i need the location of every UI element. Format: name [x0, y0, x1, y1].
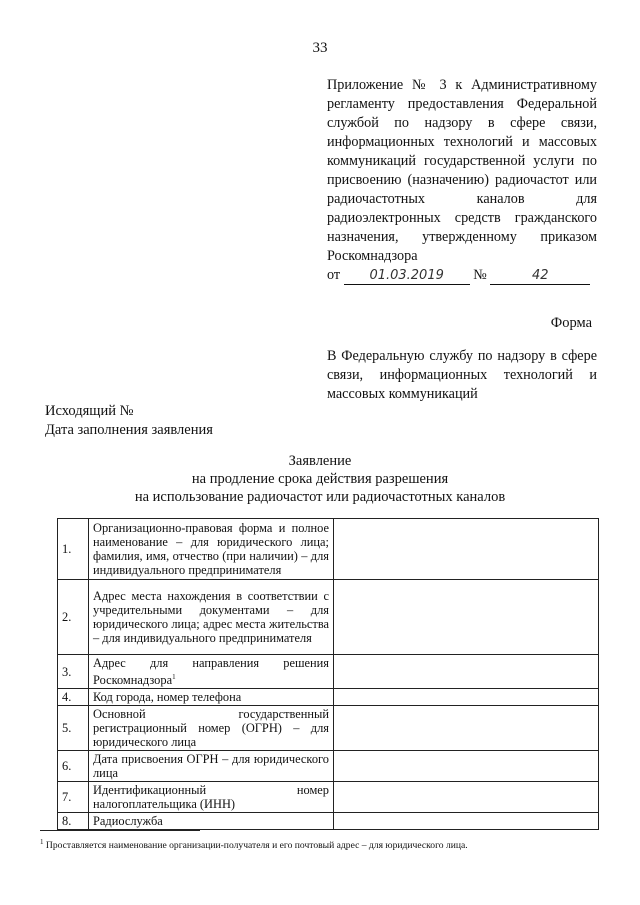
order-date: 01.03.2019 — [344, 268, 470, 285]
footnote-reference: 1 — [172, 673, 176, 681]
footnote — [40, 836, 610, 852]
row-label: Основной государственный регистрационный номер (ОГРН) – для юридического лица — [89, 706, 334, 751]
table-row — [58, 706, 599, 751]
table-row — [58, 782, 599, 813]
document-title — [0, 452, 640, 506]
row-value-field[interactable] — [334, 706, 599, 751]
row-value-field[interactable] — [334, 580, 599, 655]
row-value-field[interactable] — [334, 751, 599, 782]
addressee: В Федеральную службу по надзору в сфере связи, информационных технологий и массовых коммуникаций — [327, 348, 597, 402]
row-number: 6. — [58, 751, 89, 782]
table-row — [58, 751, 599, 782]
row-number: 2. — [58, 580, 89, 655]
row-number: 4. — [58, 689, 89, 706]
row-value-field[interactable] — [334, 782, 599, 813]
row-label-with-footnote — [89, 655, 334, 689]
row-number: 1. — [58, 519, 89, 580]
row-number: 3. — [58, 655, 89, 689]
row-number: 7. — [58, 782, 89, 813]
outgoing-block — [45, 402, 213, 440]
fill-date-label: Дата заполнения заявления — [45, 422, 213, 438]
row-number: 8. — [58, 813, 89, 830]
form-label: Форма — [550, 315, 592, 331]
table-row — [58, 655, 599, 689]
row-label: Радиослужба — [89, 813, 334, 830]
row-value-field[interactable] — [334, 813, 599, 830]
row-label: Код города, номер телефона — [89, 689, 334, 706]
footnote-divider — [40, 830, 200, 831]
row-value-field[interactable] — [334, 689, 599, 706]
application-form-table — [57, 518, 599, 830]
outgoing-number-label: Исходящий № — [45, 403, 134, 419]
order-number-label: № — [473, 267, 487, 283]
row-number: 5. — [58, 706, 89, 751]
row-value-field[interactable] — [334, 655, 599, 689]
table-row — [58, 689, 599, 706]
row-label: Дата присвоения ОГРН – для юридического лица — [89, 751, 334, 782]
title-line-2: на продление срока действия разрешения — [191, 471, 449, 487]
appendix-header: Приложение № 3 к Административному регламенту предоставления Федеральной службой по надзору в сфере связи, информационных технологий и массовых коммуникаций государственной услуги по присвоению (назначению) радиочастот или радиочастотных каналов для радиоэлектронных средств гражданского назначения, утвержденному приказом Роскомнадзора — [327, 77, 597, 264]
row-label: Адрес места нахождения в соответствии с учредительными документами – для юридического лица; адрес места жительства – для индивидуального предпринимателя — [89, 580, 334, 655]
table-row — [58, 580, 599, 655]
order-from-label: от — [327, 267, 341, 283]
order-reference — [327, 266, 597, 285]
footnote-mark: 1 — [40, 838, 44, 846]
table-row — [58, 813, 599, 830]
title-line-3: на использование радиочастот или радиочастотных каналов — [134, 489, 506, 505]
page-number: 33 — [312, 40, 328, 56]
order-number: 42 — [490, 268, 590, 285]
row-label: Организационно-правовая форма и полное наименование – для юридического лица; фамилия, имя, отчество (при наличии) – для индивидуального предпринимателя — [89, 519, 334, 580]
row-value-field[interactable] — [334, 519, 599, 580]
row-label: Адрес для направления решения Роскомнадзора — [93, 656, 329, 688]
row-label: Идентификационный номер налогоплательщика (ИНН) — [89, 782, 334, 813]
footnote-text: Проставляется наименование организации-получателя и его почтовый адрес – для юридического лица. — [45, 840, 468, 852]
title-line-1: Заявление — [288, 453, 352, 469]
table-row — [58, 519, 599, 580]
